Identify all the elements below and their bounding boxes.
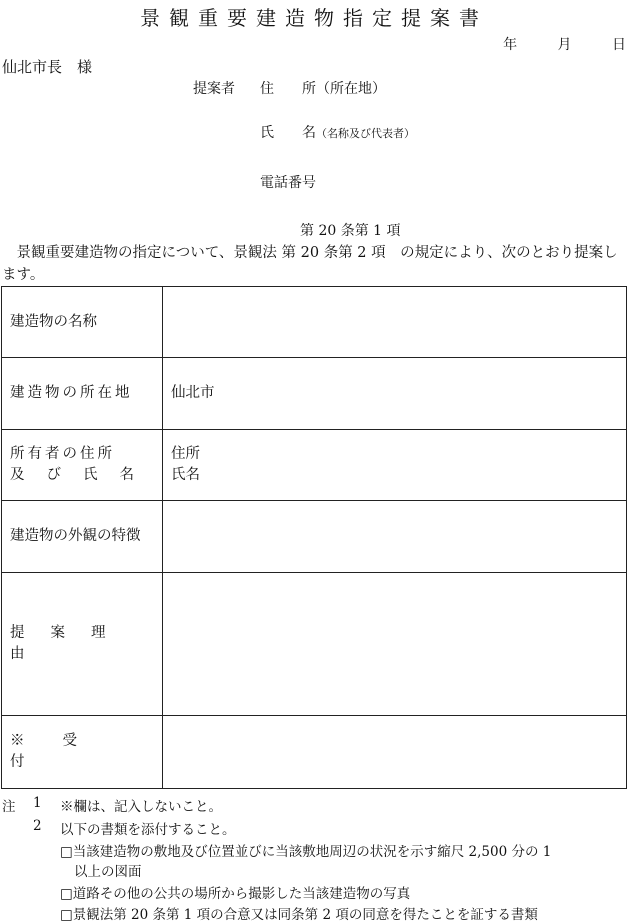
- proposal-reason-field[interactable]: [163, 573, 627, 716]
- note-1: 注 1 ※欄は、記入しないこと。: [2, 795, 222, 815]
- building-location-field[interactable]: 仙北市: [163, 358, 627, 430]
- proposer-name-label: 氏 名（名称及び代表者）: [260, 125, 415, 141]
- reception-label: ※受付: [2, 716, 163, 789]
- article-reference: 第 20 条第 1 項: [300, 223, 401, 239]
- proposer-phone-label: 電話番号: [260, 175, 316, 191]
- form-row-owner: [2, 430, 627, 501]
- proposal-reason-label: 提案理由: [2, 573, 163, 716]
- date-year: 年: [503, 37, 518, 53]
- owner-field[interactable]: [163, 430, 627, 501]
- building-location-label: 建造物の所在地: [2, 358, 163, 430]
- building-name-field[interactable]: [163, 287, 627, 358]
- form-row-building-name: [2, 287, 627, 358]
- attachment-item-drawing: □当該建造物の敷地及び位置並びに当該敷地周辺の状況を示す縮尺 2,500 分の 1 以上の図面: [60, 844, 552, 880]
- date-day: 日: [612, 37, 626, 53]
- intro-paragraph: 景観重要建造物の指定について、景観法 第 20 条第 2 項 の規定により、次のとおり提案します。: [2, 245, 618, 283]
- addressee: 仙北市長 様: [2, 58, 93, 76]
- proposer-address-label: 住 所（所在地）: [260, 81, 386, 97]
- owner-label: 所有者の住所 及び氏名: [2, 430, 163, 501]
- note-label: 注: [2, 799, 16, 815]
- attachment-item-consent: □景観法第 20 条第 1 項の合意又は同条第 2 項の同意を得たことを証する書類: [60, 907, 538, 923]
- form-row-reception: [2, 716, 627, 789]
- building-name-label: 建造物の名称: [2, 287, 163, 358]
- reception-field: [163, 716, 627, 789]
- form-row-building-location: [2, 358, 627, 430]
- exterior-features-label: 建造物の外観の特徴: [2, 501, 163, 573]
- owner-name-label: 氏名: [171, 467, 200, 483]
- date-line: [499, 34, 626, 54]
- owner-address-label: 住所: [171, 446, 200, 462]
- exterior-features-field[interactable]: [163, 501, 627, 573]
- date-month: 月: [557, 37, 572, 53]
- form-row-exterior-features: [2, 501, 627, 573]
- form-row-proposal-reason: [2, 573, 627, 716]
- document-title: 景観重要建造物指定提案書: [140, 6, 488, 30]
- proposer-label: 提案者: [193, 81, 235, 97]
- attachment-item-photo: □道路その他の公共の場所から撮影した当該建造物の写真: [60, 886, 411, 902]
- proposal-form-table: [1, 286, 627, 789]
